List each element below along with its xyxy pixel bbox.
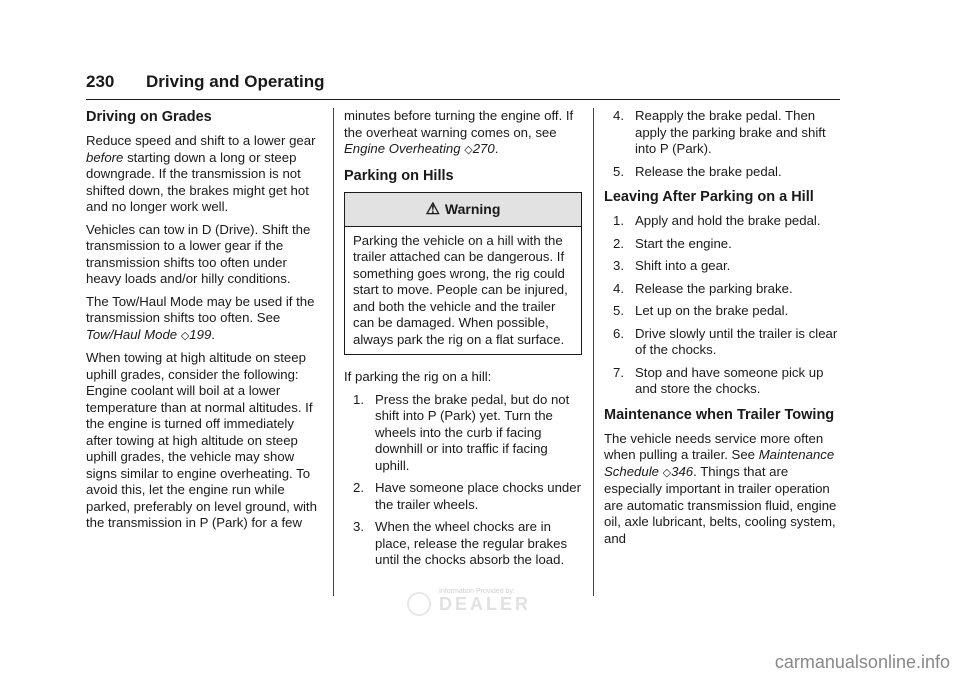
list-item: 5. Release the brake pedal.	[613, 163, 782, 179]
section-heading-driving-on-grades: Driving on Grades	[86, 109, 212, 125]
column-2	[344, 108, 582, 575]
paragraph: When towing at high altitude on steep uphill grades, consider the following: Engine coolant will boil at a lower temperature than at normal altitudes. If the engine is turned off immediately after towing at high altitude on steep uphill grades, the vehicle may show signs similar to engine overheating. To avoid this, let the engine run while parked, preferably on level ground, with the transmission in P (Park) for a few	[86, 350, 317, 530]
warning-text: Parking the vehicle on a hill with the trailer attached can be dangerous. If something goes wrong, the rig could start to move. People can be injured, and both the vehicle and the trailer can be damaged. When possible, always park the rig on a flat surface.	[353, 232, 568, 347]
section-heading-parking-on-hills: Parking on Hills	[344, 167, 454, 184]
paragraph: minutes before turning the engine off. If the overheat warning comes on, see Engine Overheating ◇270.	[344, 108, 574, 156]
warning-box	[344, 192, 582, 356]
header-divider	[86, 99, 840, 100]
paragraph: If parking the rig on a hill:	[344, 369, 492, 384]
warning-title: Warning	[444, 201, 501, 217]
column-divider	[333, 108, 334, 596]
cross-reference-link[interactable]: Engine Overheating	[344, 141, 461, 156]
page-ref-number[interactable]: 346	[671, 463, 694, 479]
site-footer-watermark: carmanualsonline.info	[774, 652, 950, 672]
page-header	[86, 72, 840, 96]
page-ref-icon: ◇	[662, 466, 672, 479]
list-item: 1. Apply and hold the brake pedal.	[613, 213, 821, 228]
steps-list	[604, 108, 840, 180]
column-divider	[593, 108, 594, 596]
page-ref-icon: ◇	[464, 144, 473, 156]
section-heading-maintenance: Maintenance when Trailer Towing	[604, 406, 835, 423]
paragraph: Vehicles can tow in D (Drive). Shift the transmission to a lower gear if the transmission shifts too often under heavy loads and/or hilly conditions.	[86, 221, 311, 286]
list-item: 7. Stop and have someone pick up and store the chocks.	[613, 364, 824, 396]
page-ref-icon: ◇	[180, 329, 190, 342]
list-item: 3. When the wheel chocks are in place, release the regular brakes until the chocks absorb the load.	[353, 519, 568, 567]
chapter-title: Driving and Operating	[146, 72, 325, 91]
watermark-logo-icon	[407, 592, 431, 616]
steps-list	[604, 213, 840, 398]
page-number: 230	[86, 72, 115, 91]
list-item: 2. Have someone place chocks under the trailer wheels.	[353, 480, 581, 512]
dealer-watermark: Information Provided by: DEALER	[405, 588, 555, 618]
list-item: 4. Reapply the brake pedal. Then apply the parking brake and shift into P (Park).	[613, 108, 826, 156]
paragraph: The Tow/Haul Mode may be used if the transmission shifts too often. See Tow/Haul Mode ◇199.	[86, 293, 315, 342]
section-heading-leaving-after-parking: Leaving After Parking on a Hill	[604, 189, 814, 205]
list-item: 4. Release the parking brake.	[613, 280, 793, 296]
column-3	[604, 108, 840, 553]
page-ref-number[interactable]: 270	[472, 141, 495, 156]
paragraph: Reduce speed and shift to a lower gear before starting down a long or steep downgrade. If the transmission is not shifted down, the brakes might get hot and no longer work well.	[86, 133, 316, 214]
page-ref-number[interactable]: 199	[189, 326, 212, 342]
list-item: 1. Press the brake pedal, but do not shift into P (Park) yet. Turn the wheels into the curb if facing downhill or into traffic if facing uphill.	[353, 391, 570, 473]
list-item: 2. Start the engine.	[613, 235, 732, 251]
paragraph: The vehicle needs service more often when pulling a trailer. See Maintenance Schedule ◇346. Things that are especially important in trailer operation are automatic transmission fluid, engine oil, axle lubricant, belts, cooling system, and	[604, 430, 837, 546]
cross-reference-link[interactable]: Maintenance Schedule	[604, 447, 835, 479]
list-item: 3. Shift into a gear.	[613, 258, 731, 273]
list-item: 5. Let up on the brake pedal.	[613, 303, 789, 318]
warning-icon: ⚠	[425, 201, 440, 218]
list-item: 6. Drive slowly until the trailer is clear of the chocks.	[613, 325, 838, 357]
column-1	[86, 108, 322, 538]
steps-list	[344, 392, 582, 569]
warning-header	[345, 193, 581, 227]
cross-reference-link[interactable]: Tow/Haul Mode	[86, 326, 178, 342]
